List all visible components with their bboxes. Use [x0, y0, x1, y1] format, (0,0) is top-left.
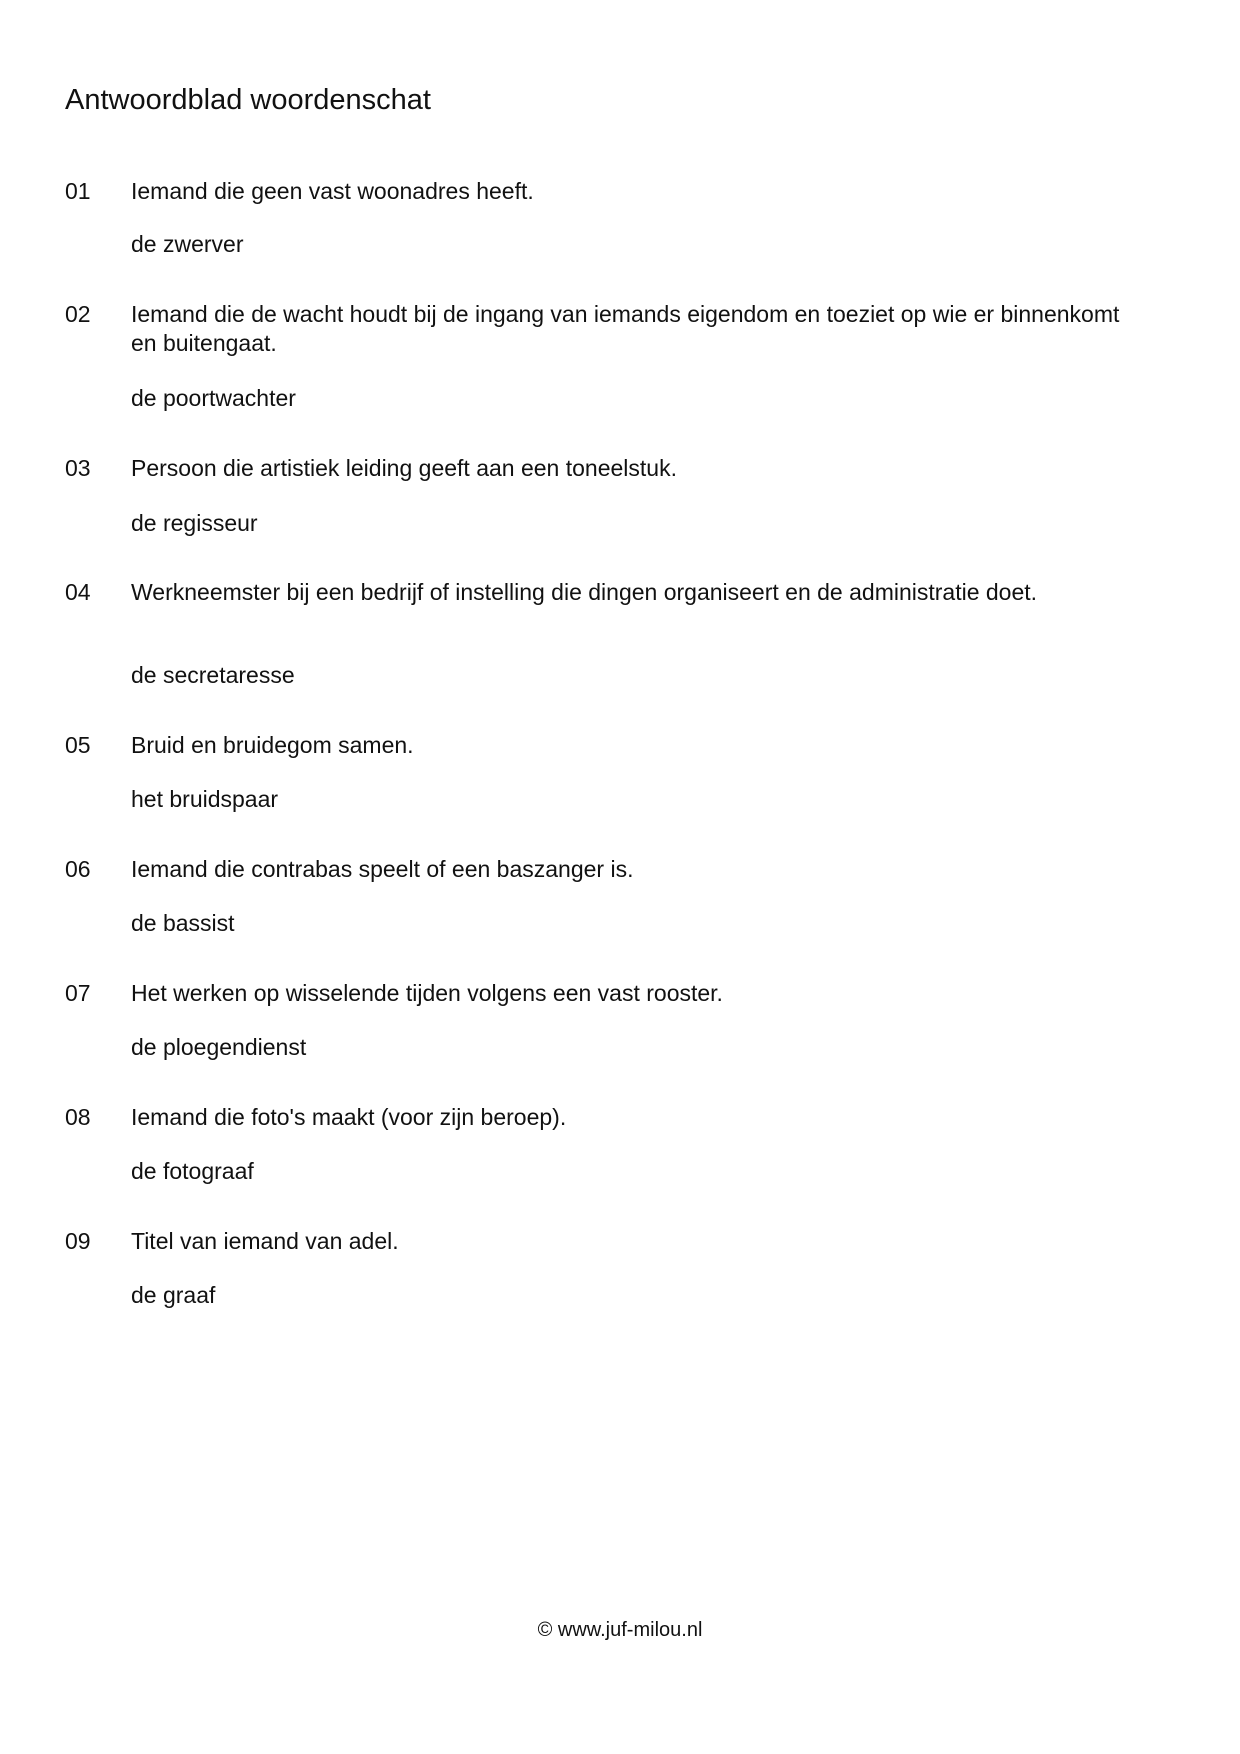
entry-definition: Titel van iemand van adel.: [131, 1228, 399, 1254]
entry-number: 03: [65, 455, 91, 481]
entry-answer: de bassist: [131, 910, 235, 936]
entry-answer: de poortwachter: [131, 385, 296, 411]
entry-number: 04: [65, 579, 91, 605]
entry-definition: Bruid en bruidegom samen.: [131, 732, 414, 758]
entry-answer: de ploegendienst: [131, 1034, 307, 1060]
entry-definition: Iemand die contrabas speelt of een baszanger is.: [131, 856, 634, 882]
entry-definition: Iemand die foto's maakt (voor zijn beroep).: [131, 1104, 567, 1130]
entry-number: 07: [65, 980, 91, 1006]
entry-definition: Het werken op wisselende tijden volgens een vast rooster.: [131, 980, 723, 1006]
entry-answer: de graaf: [131, 1282, 216, 1308]
entry-number: 02: [65, 301, 91, 327]
entry-definition: Iemand die de wacht houdt bij de ingang van iemands eigendom en toeziet op wie er binnenkomt en buitengaat.: [131, 301, 1120, 356]
entry-answer: de secretaresse: [131, 662, 295, 688]
entry-answer: het bruidspaar: [131, 786, 279, 812]
entry-definition: Werkneemster bij een bedrijf of instelling die dingen organiseert en de administratie doet.: [131, 579, 1038, 605]
entry-definition: Persoon die artistiek leiding geeft aan een toneelstuk.: [131, 455, 677, 481]
entry-number: 01: [65, 178, 91, 204]
entry-number: 09: [65, 1228, 91, 1254]
entry-answer: de regisseur: [131, 510, 258, 536]
entry-number: 05: [65, 732, 91, 758]
entry-number: 08: [65, 1104, 91, 1130]
entry-answer: de zwerver: [131, 231, 244, 257]
entry-answer: de fotograaf: [131, 1158, 254, 1184]
entry-number: 06: [65, 856, 91, 882]
page-title: Antwoordblad woordenschat: [65, 84, 431, 116]
copyright-footer: © www.juf-milou.nl: [537, 1619, 703, 1641]
entry-definition: Iemand die geen vast woonadres heeft.: [131, 178, 534, 204]
